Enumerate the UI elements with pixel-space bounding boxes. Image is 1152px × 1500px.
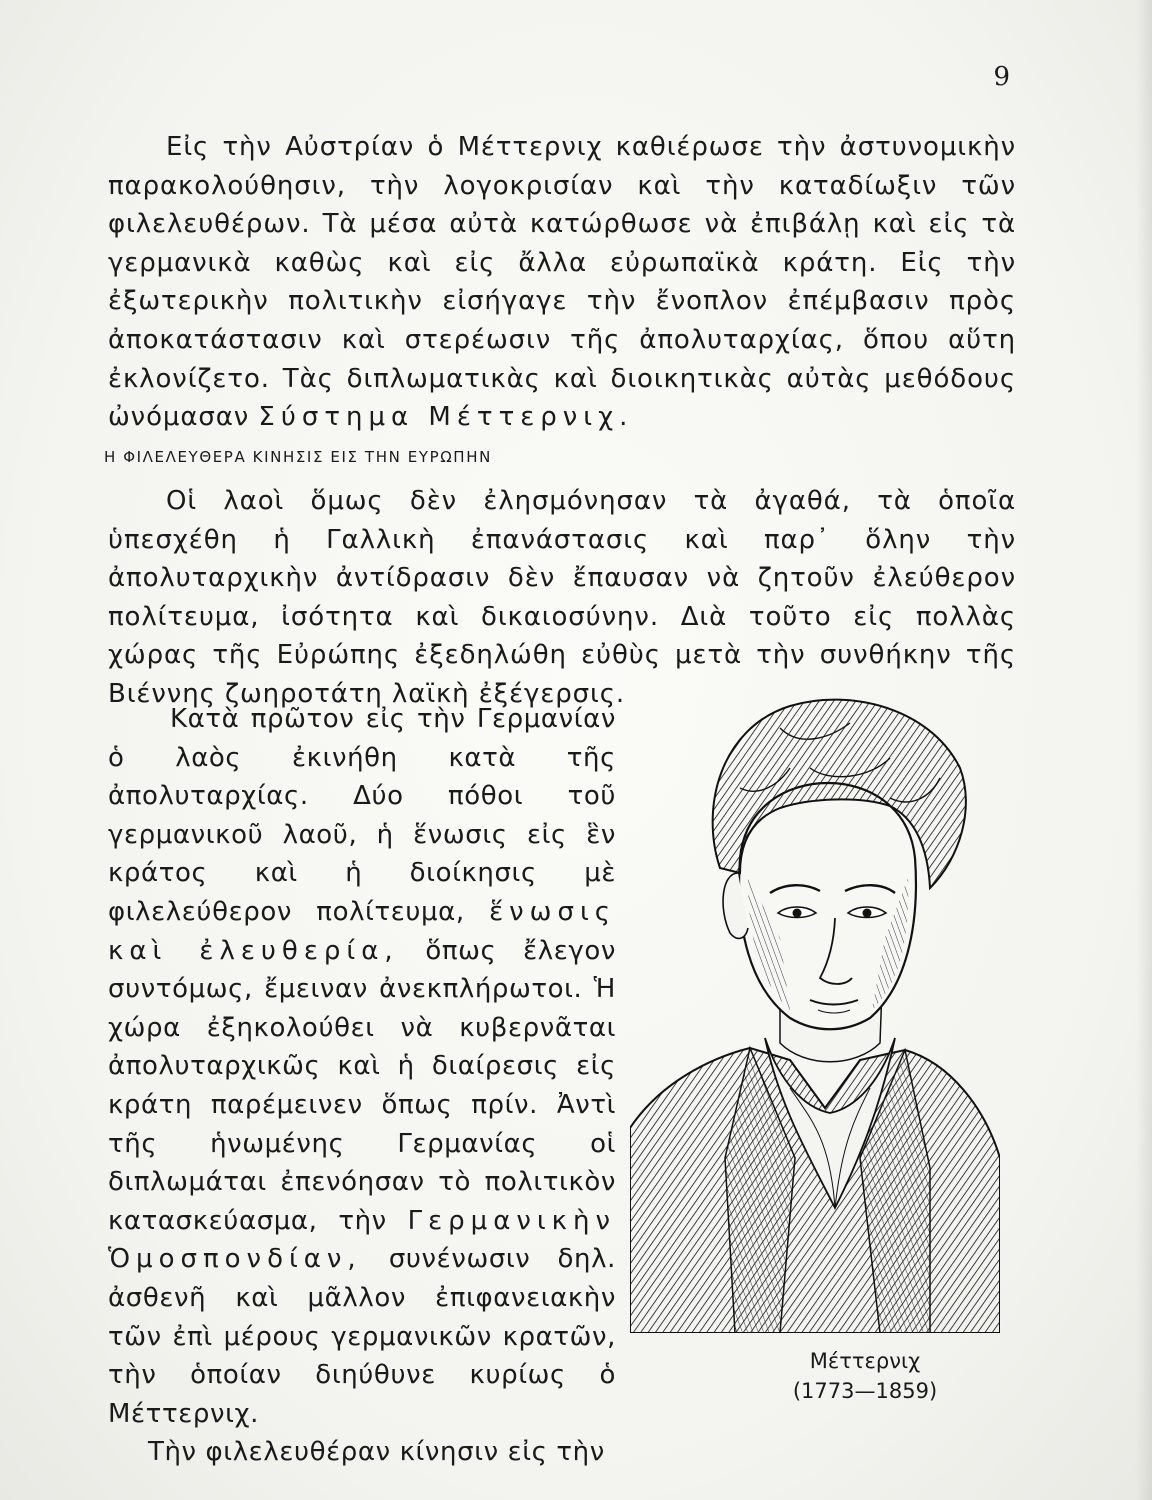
paragraph-3-emphasis-1: ἕνωσις καὶ ἐλευθερία, [108, 896, 616, 966]
paragraph-continuation: Τὴν φιλελευθέραν κίνησιν εἰς τὴν [148, 1437, 605, 1468]
paragraph-3-emphasis-2: Γερμανικὴν Ὁμοσπονδίαν, [108, 1205, 616, 1275]
left-column-text [108, 700, 616, 1472]
caption-name: Μέττερνιχ [809, 1349, 921, 1373]
paragraph-germany [108, 700, 616, 1433]
paragraph-1-body: Εἰς τὴν Αὐστρίαν ὁ Μέττερνιχ καθιέρωσε τὴν ἀστυνομικὴν παρακολούθησιν, τὴν λογοκρισίαν καὶ τὴν καταδίωξιν τῶν φιλελευθέρων. Τὰ μέσα αὐτὰ κατώρθωσε νὰ ἐπιβάλῃ καὶ εἰς τὰ γερμανικὰ καθὼς καὶ εἰς ἄλλα εὐρωπαϊκὰ κράτη. Εἰς τὴν ἐξωτερικὴν πολιτικὴν εἰσήγαγε τὴν ἔνοπλον ἐπέμβασιν πρὸς ἀποκατάστασιν καὶ στερέωσιν τῆς ἀπολυταρχίας, ὅπου αὕτη ἐκλονίζετο. Τὰς διπλωματικὰς καὶ διοικητικὰς αὐτὰς μεθόδους ὠνόμασαν [108, 132, 1016, 433]
paragraph-2-text: Οἱ λαοὶ ὅμως δὲν ἐλησμόνησαν τὰ ἀγαθά, τὰ ὁποῖα ὑπεσχέθη ἡ Γαλλικὴ ἐπανάστασις καὶ παρ᾽ ὅλην τὴν ἀπολυταρχικὴν ἀντίδρασιν δὲν ἔπαυσαν νὰ ζητοῦν ἐλεύθερον πολίτευμα, ἰσότητα καὶ δικαιοσύνην. Διὰ τοῦτο εἰς πολλὰς χώρας τῆς Εὐρώπης ἐξεδηλώθη εὐθὺς μετὰ τὴν συνθήκην τῆς Βιέννης ζωηροτάτη λαϊκὴ ἐξέγερσις. [108, 486, 1016, 709]
paragraph-liberal-movement [108, 482, 1016, 714]
page-edge-shadow [1136, 0, 1152, 1500]
paragraph-metternich-system [108, 128, 1016, 437]
paragraph-1-emphasis: Σύστημα Μέττερνιχ. [258, 402, 634, 433]
paragraph-3-part-3: συνένωσιν δηλ. ἀσθενῆ καὶ μᾶλλον ἐπιφανειακὴν τῶν ἐπὶ μέρους γερμανικῶν κρατῶν, τὴν ὁποίαν διηύθυνε κυρίως ὁ Μέττερνιχ. [108, 1244, 616, 1429]
paragraph-3-part-2: ὅπως ἔλεγον συντόμως, ἔμειναν ἀνεκπλήρωτοι. Ἡ χώρα ἐξηκολούθει νὰ κυβερνᾶται ἀπολυταρχικῶς καὶ ἡ διαίρεσις εἰς κράτη παρέμεινεν ὅπως πρίν. Ἀντὶ τῆς ἡνωμένης Γερμανίας οἱ διπλωμάται ἐπενόησαν τὸ πολιτικὸν κατασκεύασμα, τὴν [108, 935, 616, 1236]
paragraph-1-text [108, 128, 1016, 437]
figure-caption [760, 1346, 970, 1406]
section-heading: Η ΦΙΛΕΛΕΥΘΕΡΑ ΚΙΝΗΣΙΣ ΕΙΣ ΤΗΝ ΕΥΡΩΠΗΝ [104, 448, 492, 466]
metternich-portrait-engraving [630, 688, 1000, 1333]
caption-years: (1773—1859) [792, 1379, 938, 1403]
paragraph-3-part-1: Κατὰ πρῶτον εἰς τὴν Γερμανίαν ὁ λαὸς ἐκινήθη κατὰ τῆς ἀπολυταρχίας. Δύο πόθοι τοῦ γερμανικοῦ λαοῦ, ἡ ἕνωσις εἰς ἓν κράτος καὶ ἡ διοίκησις μὲ φιλελεύθερον πολίτευμα, [108, 704, 616, 927]
page-number: 9 [993, 62, 1010, 92]
